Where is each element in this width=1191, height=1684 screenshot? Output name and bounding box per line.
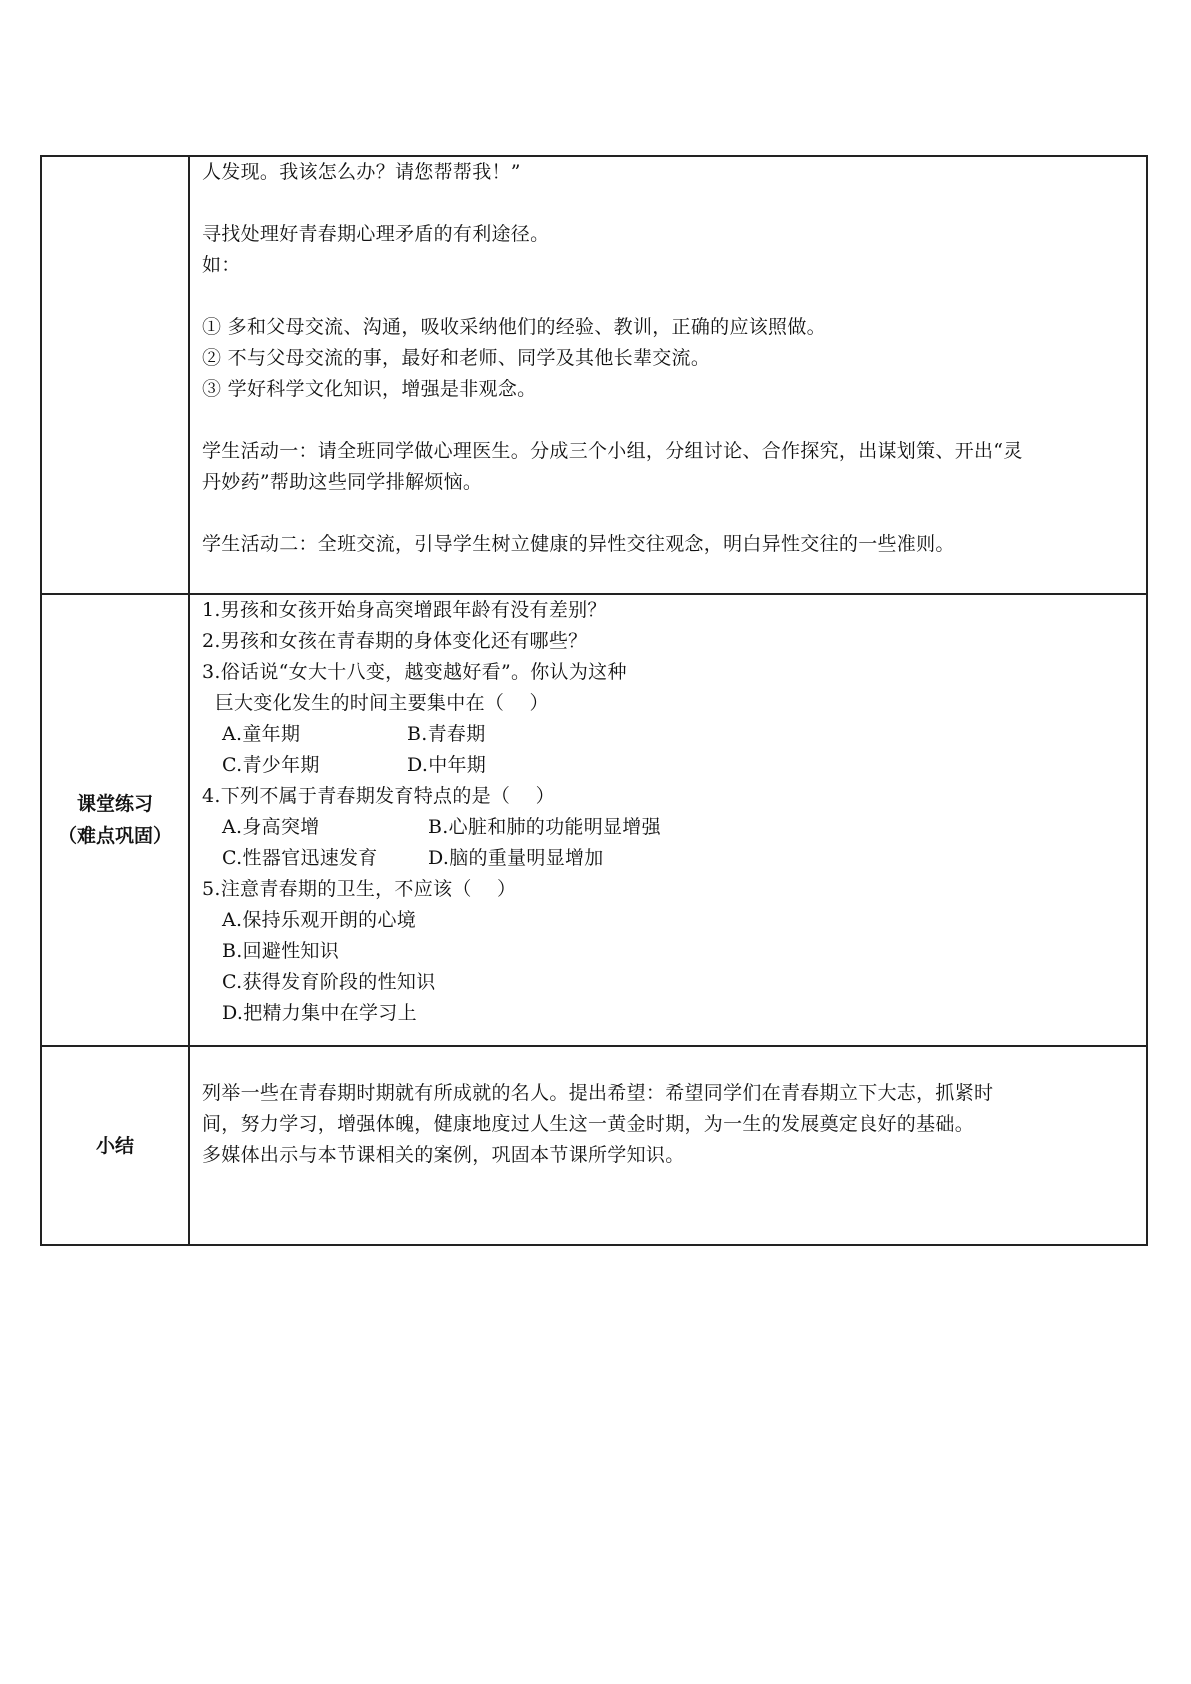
text-line: 学生活动二：全班交流，引导学生树立健康的异性交往观念，明白异性交往的一些准则。 (202, 533, 955, 555)
options-row (202, 843, 1136, 874)
blank-line (202, 498, 1136, 529)
question-3: 3.俗话说“女大十八变，越变越好看”。你认为这种 (202, 661, 627, 683)
text-line: 多媒体出示与本节课相关的案例，巩固本节课所学知识。 (202, 1144, 685, 1166)
option-d: D.中年期 (407, 754, 487, 776)
text-line: 学生活动一：请全班同学做心理医生。分成三个小组，分组讨论、合作探究，出谋划策、开出“灵 (202, 440, 1023, 462)
option-b: B.心脏和肺的功能明显增强 (428, 816, 661, 838)
blank-line (202, 405, 1136, 436)
row-label-exercises (41, 594, 189, 1046)
option-b: B.回避性知识 (222, 940, 340, 962)
table-row (41, 1046, 1147, 1245)
list-item: ① 多和父母交流、沟通，吸收采纳他们的经验、教训，正确的应该照做。 (202, 316, 826, 338)
option-b: B.青春期 (407, 723, 486, 745)
option-d: D.把精力集中在学习上 (222, 1002, 417, 1024)
text-line: 人发现。我该怎么办？请您帮帮我！” (202, 161, 521, 183)
question-1: 1.男孩和女孩开始身高突增跟年龄有没有差别？ (202, 599, 607, 621)
question-4: 4.下列不属于青春期发育特点的是（ ） (202, 785, 555, 807)
option-a: A.身高突增 (222, 816, 320, 838)
exercises-content-cell (189, 594, 1147, 1046)
summary-content-cell (189, 1046, 1147, 1245)
list-item: ③ 学好科学文化知识，增强是非观念。 (202, 378, 537, 400)
table-row (41, 594, 1147, 1046)
option-a: A.童年期 (222, 723, 301, 745)
row-label-summary: 小结 (41, 1046, 189, 1245)
text-line: 丹妙药”帮助这些同学排解烦恼。 (202, 471, 483, 493)
lesson-table (40, 155, 1148, 1246)
label-line: （难点巩固） (57, 825, 172, 847)
option-a: A.保持乐观开朗的心境 (222, 909, 417, 931)
text-line: 列举一些在青春期时期就有所成就的名人。提出希望：希望同学们在青春期立下大志，抓紧时 (202, 1082, 994, 1104)
text-line: 如： (202, 254, 241, 276)
table-row (41, 156, 1147, 594)
text-line: 间，努力学习，增强体魄，健康地度过人生这一黄金时期，为一生的发展奠定良好的基础。 (202, 1113, 975, 1135)
option-c: C.性器官迅速发育 (222, 847, 378, 869)
label-line: 课堂练习 (76, 793, 153, 815)
row-label-empty (41, 156, 189, 594)
options-row (202, 719, 1136, 750)
activity-content-cell (189, 156, 1147, 594)
option-d: D.脑的重量明显增加 (428, 847, 604, 869)
text-line: 寻找处理好青春期心理矛盾的有利途径。 (202, 223, 550, 245)
question-3-continued: 巨大变化发生的时间主要集中在（ ） (202, 692, 549, 714)
option-c: C.获得发育阶段的性知识 (222, 971, 436, 993)
blank-line (202, 281, 1136, 312)
option-c: C.青少年期 (222, 754, 320, 776)
options-row (202, 812, 1136, 843)
list-item: ② 不与父母交流的事，最好和老师、同学及其他长辈交流。 (202, 347, 711, 369)
blank-line (202, 1047, 1136, 1078)
question-5: 5.注意青春期的卫生，不应该（ ） (202, 878, 517, 900)
options-row (202, 750, 1136, 781)
blank-line (202, 188, 1136, 219)
question-2: 2.男孩和女孩在青春期的身体变化还有哪些？ (202, 630, 588, 652)
